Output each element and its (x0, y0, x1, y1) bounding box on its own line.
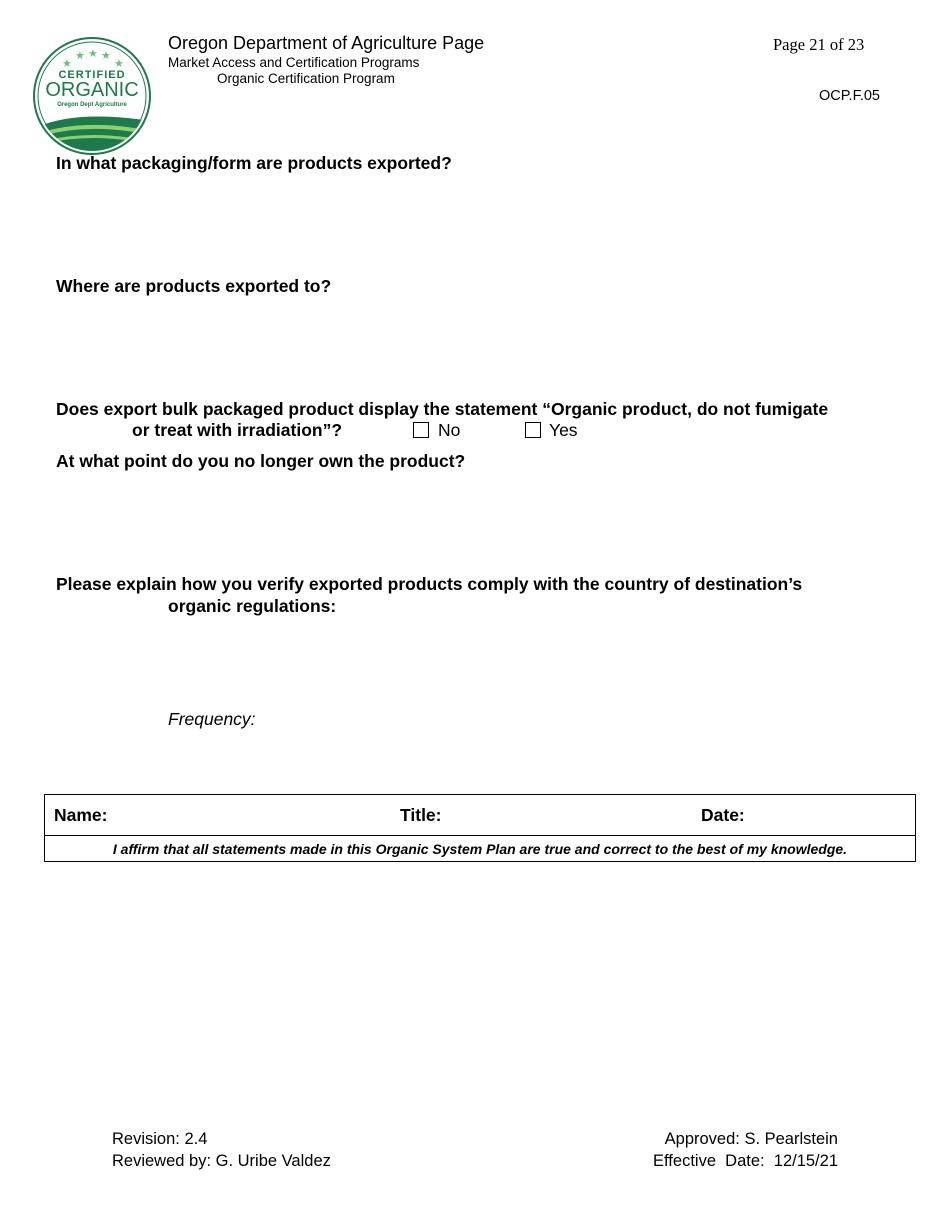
certified-organic-logo (33, 37, 151, 155)
header-subtitle-program: Organic Certification Program (217, 71, 395, 86)
signature-title-label: Title: (400, 805, 442, 825)
page-number: Page 21 of 23 (773, 35, 865, 54)
svg-text:★: ★ (88, 47, 98, 60)
question-packaging: In what packaging/form are products exported? (56, 153, 452, 173)
svg-text:★: ★ (101, 49, 111, 62)
question-statement-line1: Does export bulk packaged product display the statement “Organic product, do not fumigate (56, 399, 829, 419)
question-destination: Where are products exported to? (56, 276, 332, 296)
question-verify-line1: Please explain how you verify exported products comply with the country of destination’s (56, 574, 803, 594)
question-ownership: At what point do you no longer own the product? (56, 451, 466, 471)
svg-text:★: ★ (75, 49, 85, 62)
checkbox-no[interactable] (413, 422, 429, 438)
frequency-label: Frequency: (168, 709, 256, 729)
footer-approved: Approved: S. Pearlstein (664, 1130, 838, 1148)
logo-organic-text: ORGANIC (45, 79, 139, 101)
logo-certified-text: CERTIFIED (58, 69, 126, 81)
header-title: Oregon Department of Agriculture Page (168, 33, 485, 53)
svg-text:★: ★ (62, 57, 72, 70)
checkbox-yes[interactable] (525, 422, 541, 438)
footer-effective-date: Effective Date: 12/15/21 (653, 1152, 838, 1170)
header-subtitle-programs: Market Access and Certification Programs (168, 55, 420, 70)
signature-date-label: Date: (701, 805, 745, 825)
option-yes-label: Yes (549, 420, 578, 440)
question-verify-line2: organic regulations: (168, 596, 337, 616)
question-statement-line2: or treat with irradiation”? (132, 420, 343, 440)
footer-revision: Revision: 2.4 (112, 1130, 208, 1148)
logo-odа-text: Oregon Dept Agriculture (57, 102, 127, 108)
option-no-label: No (438, 420, 461, 440)
affirmation-statement: I affirm that all statements made in this Organic System Plan are true and correct to the best of my knowledge. (112, 841, 848, 857)
footer-reviewed-by: Reviewed by: G. Uribe Valdez (112, 1152, 331, 1170)
signature-table (44, 794, 916, 862)
signature-name-label: Name: (54, 805, 108, 825)
svg-text:★: ★ (114, 57, 124, 70)
table-divider (45, 835, 915, 836)
form-code: OCP.F.05 (819, 88, 880, 104)
